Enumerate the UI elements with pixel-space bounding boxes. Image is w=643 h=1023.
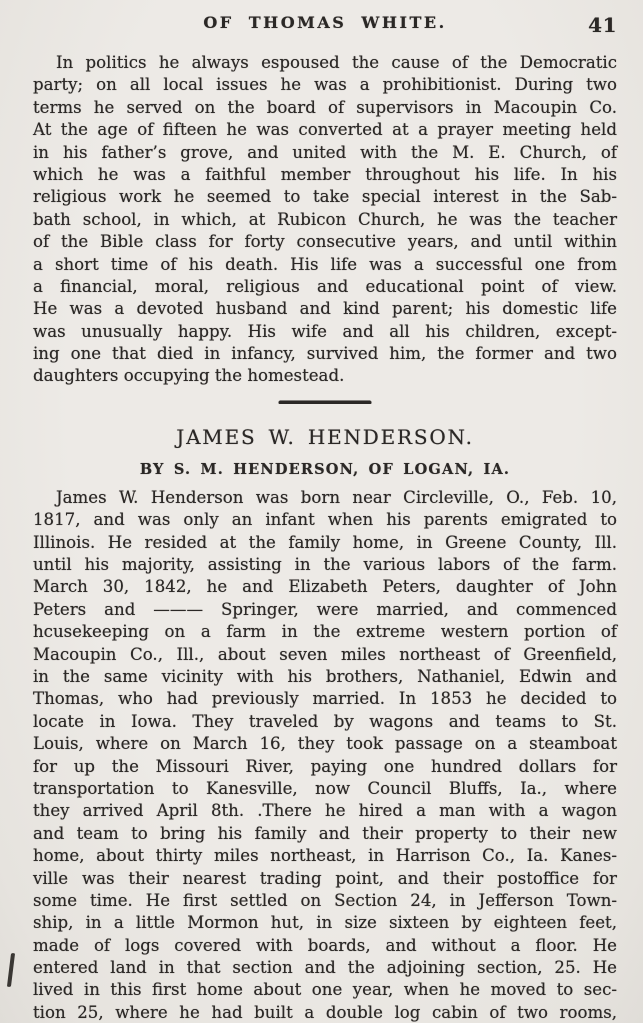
text-line: locate in Iowa. They traveled by wagons and teams to St. — [33, 711, 617, 731]
text-line: Thomas, who had previously married. In 1853 he decided to — [33, 689, 617, 709]
text-line: Illinois. He resided at the family home, in Greene County, Ill. — [33, 532, 617, 552]
running-head-title: OF THOMAS WHITE. — [203, 13, 447, 32]
text-block — [33, 52, 617, 1023]
paragraph-james-henderson — [33, 487, 617, 1023]
paragraph-thomas-white — [33, 52, 617, 388]
text-line: In politics he always espoused the cause of the Democratic — [56, 53, 617, 72]
text-line: Louis, where on March 16, they took passage on a steamboat — [33, 734, 617, 754]
text-line: bath school, in which, at Rubicon Church, he was the teacher — [33, 209, 617, 229]
text-line: made of logs covered with boards, and without a floor. He — [33, 935, 617, 955]
text-line: in his father’s grove, and united with the M. E. Church, of — [33, 142, 617, 162]
text-line: which he was a faithful member throughout his life. In his — [33, 164, 617, 184]
text-line: terms he served on the board of supervisors in Macoupin Co. — [33, 97, 617, 117]
text-line: religious work he seemed to take special interest in the Sab- — [33, 187, 617, 207]
divider-wrap — [33, 388, 617, 418]
text-line: ing one that died in infancy, survived him, the former and two — [33, 344, 617, 364]
text-line: they arrived April 8th. .There he hired a man with a wagon — [33, 801, 617, 821]
page-number: 41 — [588, 13, 617, 37]
text-line: daughters occupying the homestead. — [33, 366, 345, 386]
text-line: James W. Henderson was born near Circleville, O., Feb. 10, — [56, 487, 617, 507]
text-line: ship, in a little Mormon hut, in size sixteen by eighteen feet, — [33, 913, 617, 933]
text-line: some time. He first settled on Section 24, in Jefferson Town- — [33, 890, 617, 910]
text-line: party; on all local issues he was a prohibitionist. During two — [33, 75, 617, 95]
text-line: At the age of fifteen he was converted at a prayer meeting held — [33, 120, 617, 140]
text-line: a financial, moral, religious and educational point of view. — [33, 276, 617, 296]
text-line: Macoupin Co., Ill., about seven miles northeast of Greenfield, — [33, 644, 617, 664]
margin-ink-mark — [7, 953, 15, 987]
text-line: He was a devoted husband and kind parent; his domestic life — [33, 299, 617, 319]
text-line: until his majority, assisting in the various labors of the farm. — [33, 555, 617, 575]
text-line: March 30, 1842, he and Elizabeth Peters, daughter of John — [33, 577, 617, 597]
text-line: and team to bring his family and their property to their new — [33, 823, 617, 843]
section-byline: BY S. M. HENDERSON, OF LOGAN, IA. — [139, 460, 511, 478]
text-line: of the Bible class for forty consecutive years, and until within — [33, 232, 617, 252]
text-line: tion 25, where he had built a double log cabin of two rooms, — [33, 1002, 617, 1022]
text-line: hcusekeeping on a farm in the extreme western portion of — [33, 622, 617, 642]
text-line: Peters and ——— Springer, were married, and commenced — [33, 599, 617, 619]
text-line: transportation to Kanesville, now Council Bluffs, Ia., where — [33, 778, 617, 798]
text-line: ville was their nearest trading point, and their postoffice for — [33, 868, 617, 888]
section-heading: JAMES W. HENDERSON. — [176, 424, 474, 449]
section-divider — [279, 401, 372, 404]
text-line: 1817, and was only an infant when his parents emigrated to — [33, 510, 617, 530]
running-head — [33, 13, 617, 39]
text-line: for up the Missouri River, paying one hundred dollars for — [33, 756, 617, 776]
text-line: in the same vicinity with his brothers, Nathaniel, Edwin and — [33, 666, 617, 686]
text-line: entered land in that section and the adjoining section, 25. He — [33, 958, 617, 978]
text-line: a short time of his death. His life was a successful one from — [33, 254, 617, 274]
text-line: was unusually happy. His wife and all his children, except- — [33, 321, 617, 341]
text-line: home, about thirty miles northeast, in Harrison Co., Ia. Kanes- — [33, 846, 617, 866]
text-line: lived in this first home about one year, when he moved to sec- — [33, 980, 617, 1000]
